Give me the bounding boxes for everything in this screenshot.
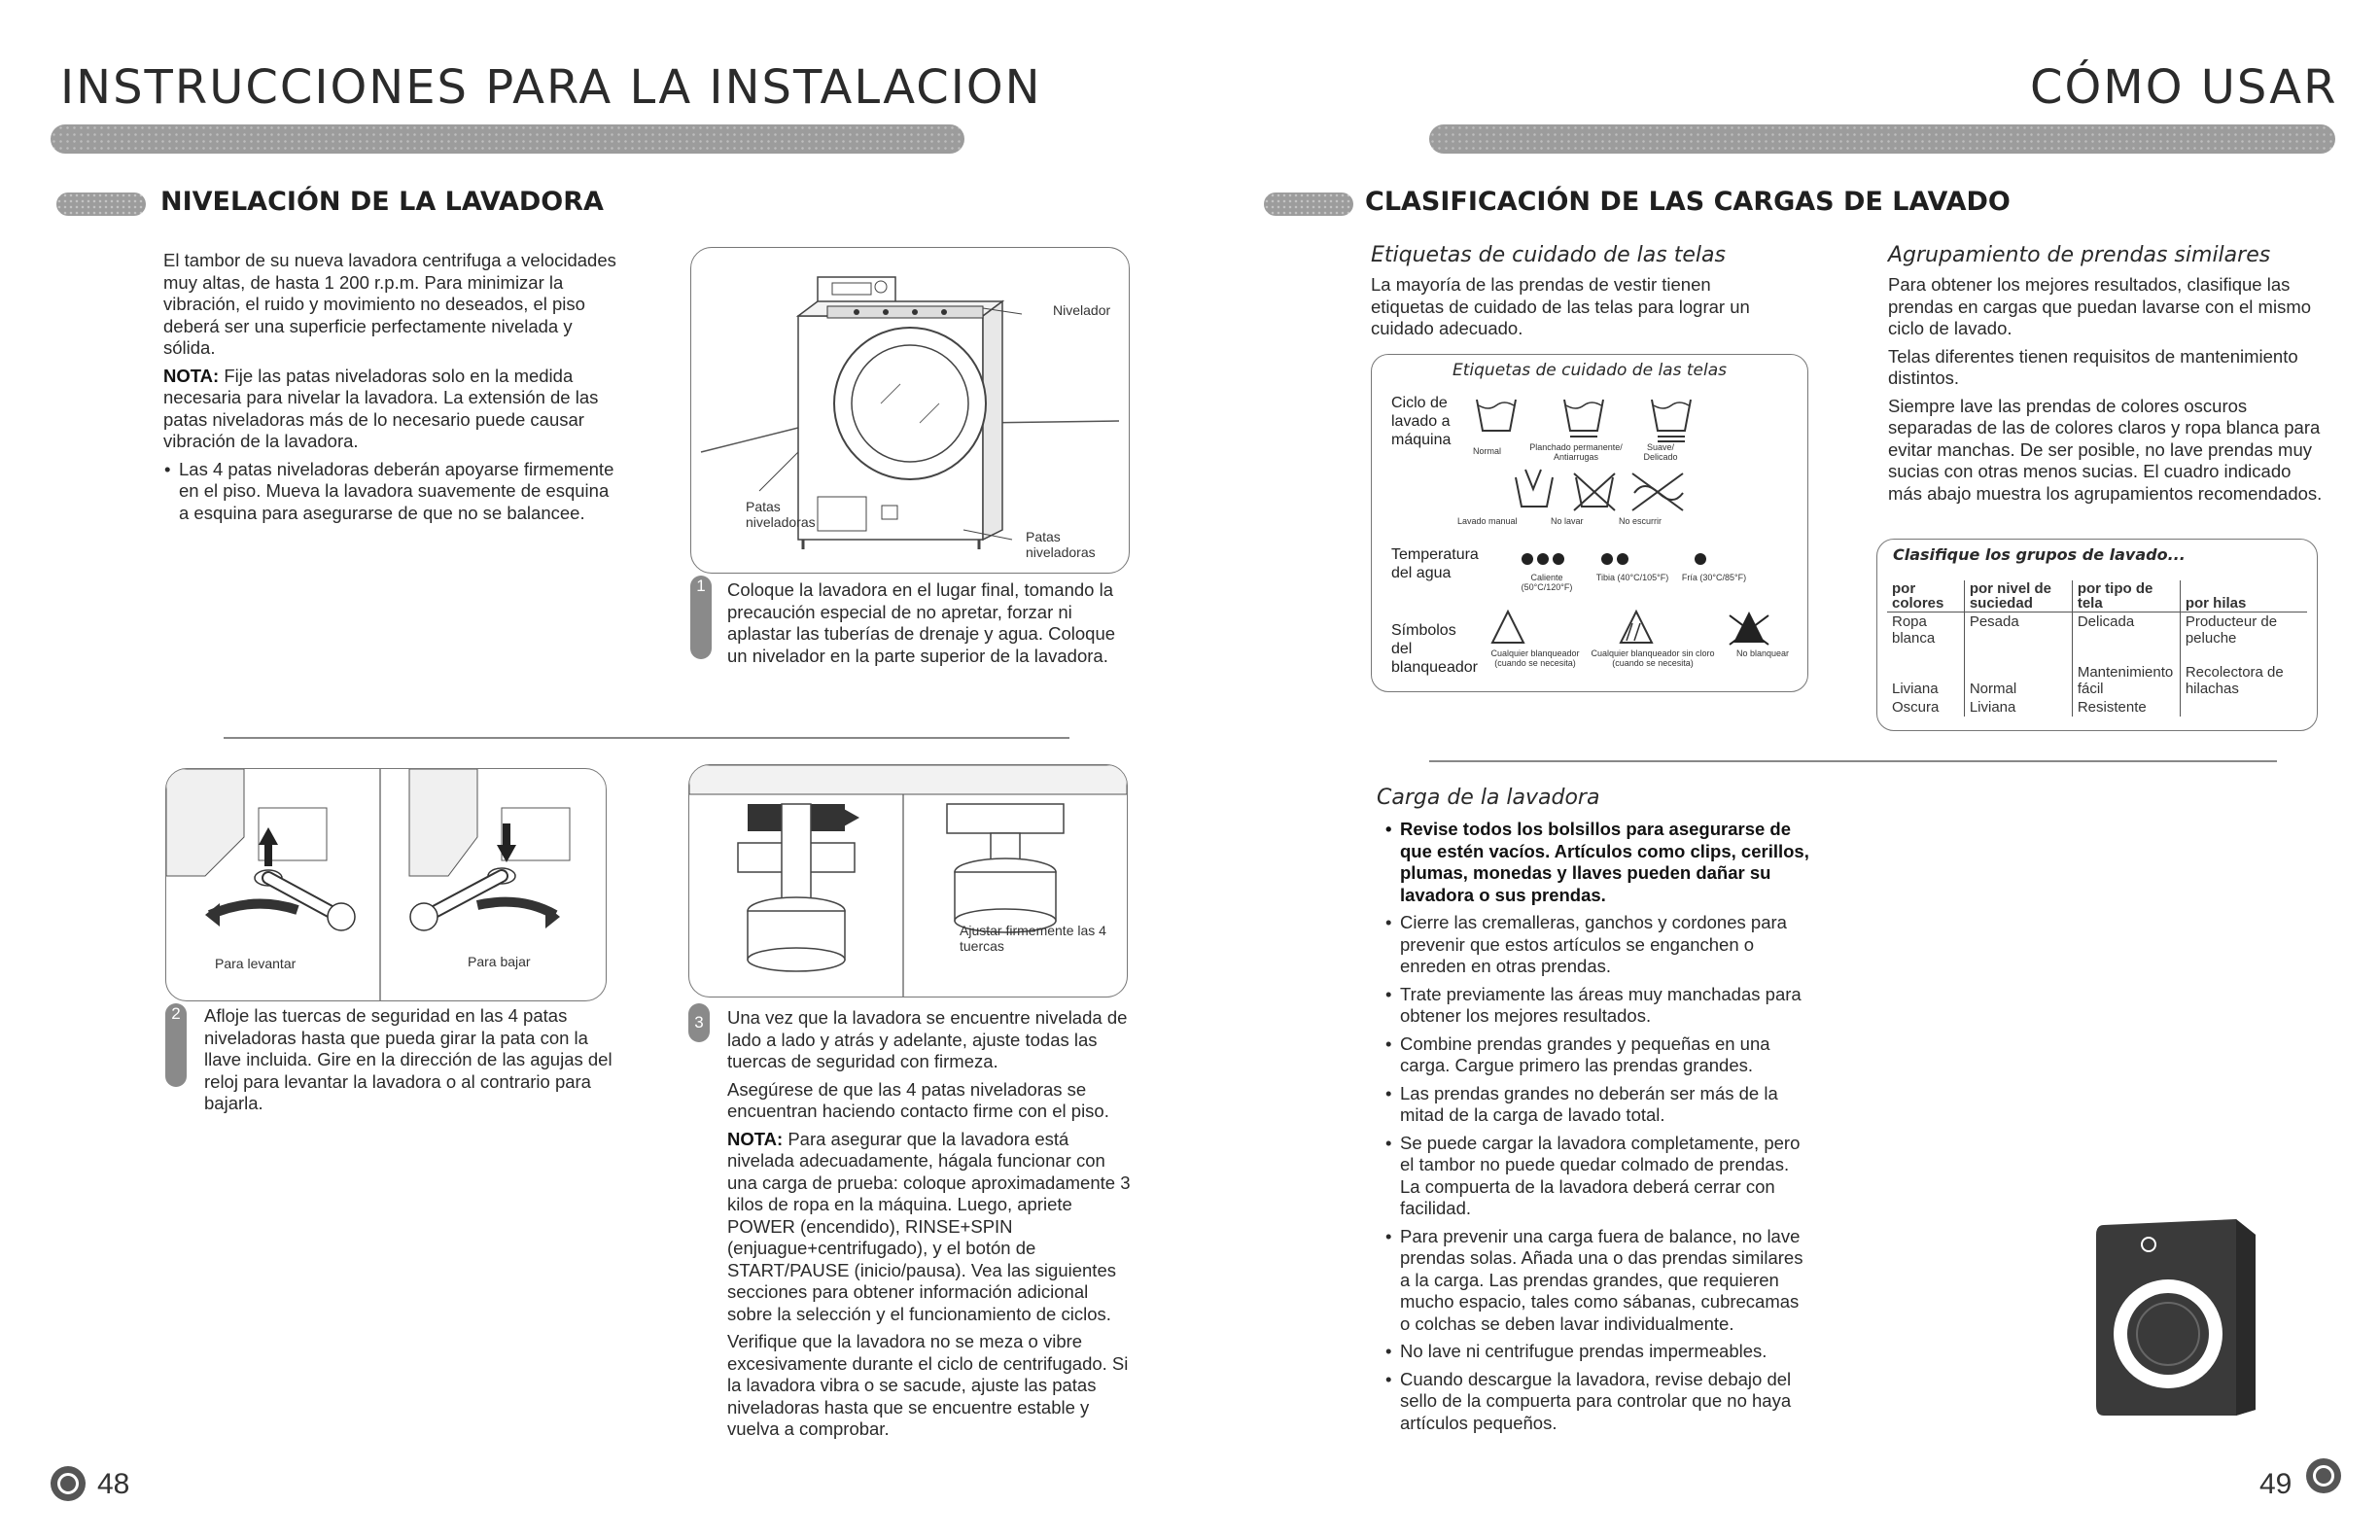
- no-bleach-icon: [1730, 612, 1768, 645]
- washer-front-icon: [2090, 1215, 2265, 1419]
- feet-label-right: Patas niveladoras: [1026, 529, 1096, 560]
- tighten-label: Ajustar firmemente las 4 tuercas: [960, 923, 1106, 954]
- step-3-note-label: NOTA:: [727, 1128, 784, 1149]
- left-header-bar: [51, 124, 964, 154]
- header-lint: por hilas: [2180, 580, 2307, 612]
- wrench-figure: [165, 768, 607, 1001]
- table-cell: Ropa blanca: [1892, 613, 1936, 647]
- leveling-text-block: [163, 250, 620, 530]
- no-wash-label: No lavar: [1551, 516, 1584, 526]
- section-marker: [56, 192, 146, 216]
- nut-figure: [688, 764, 1128, 998]
- table-cell: Mantenimiento fácil: [2072, 663, 2180, 698]
- no-wring-label: No escurrir: [1619, 516, 1662, 526]
- table-row: [1887, 663, 2307, 698]
- bleach-label: Símbolos del blanqueador: [1391, 622, 1478, 676]
- perm-press-label: Planchado permanente/ Antiarrugas: [1529, 442, 1623, 462]
- sort-table-title: Clasifique los grupos de lavado...: [1893, 545, 2186, 564]
- step-3-note: [727, 1129, 1136, 1326]
- lower-label: Para bajar: [468, 954, 531, 969]
- do-not-wring-icon: [1632, 473, 1683, 510]
- care-box-title: Etiquetas de cuidado de las telas: [1452, 361, 1727, 380]
- table-cell: Liviana: [1892, 681, 1939, 697]
- step-number-1: 1: [690, 576, 712, 659]
- wash-delicate-icon: [1652, 400, 1691, 441]
- sort-table: [1887, 580, 2307, 717]
- leveling-note: [163, 366, 620, 453]
- leveling-bullet: • Las 4 patas niveladoras deberán apoyarse firmemente en el piso. Mueva la lavadora suavemente de esquina a esquina para asegurarse de que no se balancee.: [179, 459, 620, 525]
- load-bullet: • Se puede cargar la lavadora completamente, pero el tambor no puede quedar colmado de prendas. La compuerta de la lavadora deberá cerrar con facilidad.: [1400, 1133, 1812, 1220]
- non-chlorine-label: Cualquier blanqueador sin cloro (cuando se necesita): [1591, 648, 1715, 668]
- load-bullet: • Revise todos los bolsillos para asegurarse de que estén vacíos. Artículos como clips, cerillos, plumas, monedas y llaves pueden dañar su lavadora o sus prendas.: [1400, 819, 1812, 906]
- section-marker-right: [1264, 192, 1353, 216]
- grouping-p3: Siempre lave las prendas de colores oscuros separadas de las de colores claros y ropa blanca para evitar manchas. De ser posible, no lave prendas muy sucias con otras menos sucias. El cuadro indicado más abajo muestra los agrupamientos recomendados.: [1888, 395, 2323, 504]
- left-divider: [224, 737, 1069, 739]
- care-labels-box: [1371, 354, 1808, 692]
- page-number-left: 48: [97, 1468, 130, 1500]
- dot-icon: [1522, 553, 1533, 565]
- leveling-title: NIVELACIÓN DE LA LAVADORA: [160, 187, 604, 217]
- care-labels-text: La mayoría de las prendas de vestir tienen etiquetas de cuidado de las telas para lograr un cuidado adecuado.: [1371, 274, 1750, 338]
- loading-block: [1384, 819, 1812, 1440]
- load-bullet: • Combine prendas grandes y pequeñas en una carga. Cargue primero las prendas grandes.: [1400, 1033, 1812, 1077]
- temperature-dots: [1518, 547, 1770, 571]
- table-cell: Recolectora de hilachas: [2180, 663, 2307, 698]
- temp-label: Temperatura del agua: [1391, 546, 1479, 581]
- leveling-intro: El tambor de su nueva lavadora centrifuga a velocidades muy altas, de hasta 1 200 r.p.m. Para minimizar la vibración, el ruido y movimiento no deseados, el piso deberá ser una superficie perfectamente nivelada y sólida.: [163, 250, 616, 358]
- nut-illustration: [689, 765, 1127, 997]
- right-header-bar: [1429, 124, 2335, 154]
- table-row: [1887, 612, 2307, 664]
- loading-heading: Carga de la lavadora: [1377, 786, 1600, 810]
- table-cell: Liviana: [1964, 698, 2072, 717]
- load-bullet: • Cierre las cremalleras, ganchos y cordones para prevenir que estos artículos se enganchen o enreden en otras prendas.: [1400, 912, 1812, 978]
- lg-logo-icon-right: [2306, 1458, 2341, 1493]
- washer-level-figure: [690, 247, 1130, 574]
- table-cell: Delicada: [2072, 612, 2180, 664]
- wash-normal-icon: [1477, 400, 1516, 431]
- any-bleach-icon: [1492, 612, 1523, 643]
- grouping-p1: Para obtener los mejores resultados, clasifique las prendas en cargas que puedan lavarse con el mismo ciclo de lavado.: [1888, 274, 2312, 338]
- table-cell: Normal: [1964, 663, 2072, 698]
- cold-label: Fría (30°C/85°F): [1681, 573, 1747, 582]
- header-fabric: por tipo de tela: [2072, 580, 2180, 612]
- step-number-3: 3: [688, 1003, 710, 1042]
- load-bullet: • No lave ni centrifugue prendas impermeables.: [1400, 1341, 1812, 1363]
- any-bleach-label: Cualquier blanqueador (cuando se necesita): [1490, 648, 1580, 668]
- grouping-heading: Agrupamiento de prendas similares: [1888, 243, 2271, 267]
- care-labels-heading: Etiquetas de cuidado de las telas: [1371, 243, 1726, 267]
- no-bleach-label: No blanquear: [1735, 648, 1790, 658]
- step-3-note-text: Para asegurar que la lavadora está nivelada adecuadamente, hágala funcionar con una carga de prueba: coloque aproximadamente 3 kilos de ropa en la máquina. Luego, apriete POWER (encendido), RINSE+SPIN (enjuague+centrifugado), y el botón de START/PAUSE (inicio/pausa). Vea las siguientes secciones para obtener información adicional sobre la selección y el funcionamiento de ciclos.: [727, 1128, 1131, 1324]
- load-bullet: • Cuando descargue la lavadora, revise debajo del sello de la compuerta para controlar que no haya artículos pequeños.: [1400, 1369, 1812, 1435]
- normal-label: Normal: [1473, 446, 1502, 456]
- step-number-2: 2: [165, 1003, 187, 1087]
- table-cell: Oscura: [1892, 699, 1940, 716]
- page-number-right: 49: [2259, 1468, 2292, 1500]
- wash-perm-press-icon: [1564, 400, 1603, 437]
- care-labels-block: [1371, 274, 1779, 346]
- load-bullet: • Trate previamente las áreas muy manchadas para obtener los mejores resultados.: [1400, 984, 1812, 1028]
- grouping-block: [1888, 274, 2326, 510]
- non-chlorine-bleach-icon: [1621, 612, 1652, 643]
- note-label: NOTA:: [163, 365, 220, 386]
- right-divider: [1429, 760, 2277, 762]
- header-colors: por colores: [1887, 580, 1964, 612]
- table-row: [1887, 698, 2307, 717]
- load-bullet: • Para prevenir una carga fuera de balance, no lave prendas solas. Añada una o das prendas similares a la carga. Las prendas grandes, que requieren mucho espacio, tales como sábanas, cubrecamas o colchas se deben lavar individualmente.: [1400, 1226, 1812, 1336]
- table-cell: Resistente: [2072, 698, 2180, 717]
- delicate-label: Suave/ Delicado: [1643, 442, 1678, 462]
- warm-label: Tibia (40°C/105°F): [1595, 573, 1669, 582]
- table-cell: [2180, 698, 2307, 717]
- load-bullet: • Las prendas grandes no deberán ser más de la mitad de la carga de lavado total.: [1400, 1083, 1812, 1127]
- sorting-title: CLASIFICACIÓN DE LAS CARGAS DE LAVADO: [1365, 187, 2011, 217]
- do-not-wash-icon: [1574, 473, 1615, 510]
- lg-logo-icon: [51, 1466, 86, 1501]
- table-cell: Pesada: [1964, 612, 2072, 664]
- cycle-label: Ciclo de lavado a máquina: [1391, 395, 1452, 448]
- raise-label: Para levantar: [215, 956, 297, 971]
- step-2-block: [204, 1005, 612, 1121]
- left-page-title: INSTRUCCIONES PARA LA INSTALACION: [60, 60, 1042, 115]
- grouping-p2: Telas diferentes tienen requisitos de mantenimiento distintos.: [1888, 345, 2298, 388]
- right-page-title: CÓMO USAR: [2030, 60, 2338, 115]
- sort-table-box: [1876, 539, 2318, 731]
- leveler-label: Nivelador: [1053, 302, 1111, 318]
- step-1-text: Coloque la lavadora en el lugar final, tomando la precaución especial de no apretar, forzar ni aplastar las tuberías de drenaje y agua. Coloque un nivelador en la parte superior de la lavadora.: [727, 579, 1116, 666]
- hand-wash-icon: [1516, 470, 1553, 507]
- bleach-symbols: [1488, 608, 1780, 647]
- step-3-p2: Asegúrese de que las 4 patas niveladoras se encuentran haciendo contacto firme con el piso.: [727, 1078, 1109, 1121]
- feet-label-left: Patas niveladoras: [746, 499, 816, 530]
- step-3-p1: Una vez que la lavadora se encuentre nivelada de lado a lado y atrás y adelante, ajuste todas las tuercas de seguridad con firmeza.: [727, 1007, 1128, 1071]
- step-1-block: [727, 579, 1116, 673]
- header-soil: por nivel de suciedad: [1964, 580, 2072, 612]
- table-cell: Producteur de peluche: [2180, 612, 2307, 664]
- hot-label: Caliente (50°C/120°F): [1521, 573, 1573, 592]
- step-3-p4: Verifique que la lavadora no se meza o vibre excesivamente durante el ciclo de centrifugado. Si la lavadora vibra o se sacude, ajuste las patas niveladoras hasta que se encuentre estable y vuelva a comprobar.: [727, 1331, 1129, 1439]
- step-3-block: [727, 1007, 1136, 1447]
- step-2-text: Afloje las tuercas de seguridad en las 4 patas niveladoras hasta que pueda girar la pata con la llave incluida. Gire en la dirección de las agujas del reloj para levantar la lavadora o al contrario para bajarla.: [204, 1005, 612, 1113]
- hand-wash-label: Lavado manual: [1457, 516, 1518, 526]
- note-text: Fije las patas niveladoras solo en la medida necesaria para nivelar la lavadora. La extensión de las patas niveladoras más de lo necesario puede causar vibración de la lavadora.: [163, 365, 599, 451]
